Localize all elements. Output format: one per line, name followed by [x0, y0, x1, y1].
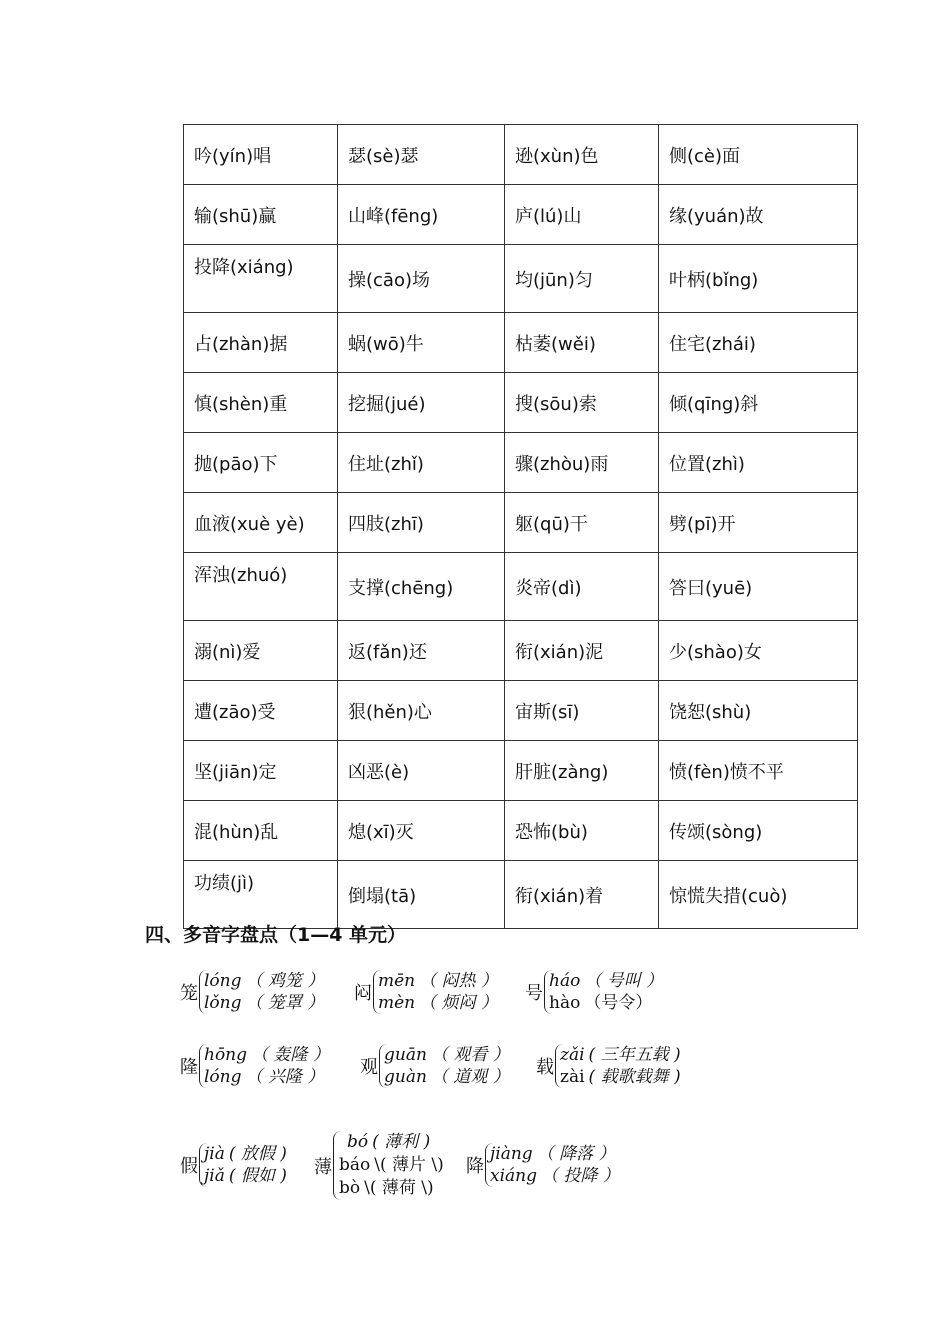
- table-cell: 输(shū)赢: [184, 185, 338, 245]
- table-cell: 返(fǎn)还: [338, 621, 505, 681]
- table-cell: 位置(zhì): [659, 433, 858, 493]
- reading: hōng: [204, 1045, 248, 1065]
- vocabulary-table: [183, 124, 858, 929]
- reading: zài: [560, 1067, 585, 1087]
- reading: mèn: [378, 993, 416, 1013]
- reading: bó: [347, 1132, 369, 1152]
- table-row: [184, 621, 858, 681]
- table-cell: 慎(shèn)重: [184, 373, 338, 433]
- table-cell: 庐(lú)山: [505, 185, 659, 245]
- table-cell: 浑浊(zhuó): [184, 553, 338, 621]
- polyphone-char: 观: [360, 1057, 378, 1078]
- table-cell: 山峰(fēng): [338, 185, 505, 245]
- reading: mēn: [378, 971, 416, 991]
- table-row: [184, 185, 858, 245]
- table-cell: 投降(xiáng): [184, 245, 338, 313]
- polyphone-long: [180, 970, 324, 1014]
- polyphone-hong: [180, 1044, 330, 1088]
- polyphone-jiang: [466, 1143, 620, 1187]
- reading: jià: [204, 1144, 225, 1164]
- table-cell: 躯(qū)干: [505, 493, 659, 553]
- table-cell: 衔(xián)泥: [505, 621, 659, 681]
- reading: lǒng: [204, 993, 242, 1013]
- polyphone-char: 假: [180, 1156, 198, 1177]
- reading: hào: [549, 993, 581, 1013]
- table-cell: 瑟(sè)瑟: [338, 125, 505, 185]
- example-word: （号令）: [584, 993, 653, 1013]
- example-word: （ 闷热 ）: [419, 971, 498, 991]
- polyphone-guan: [360, 1044, 510, 1088]
- table-row: [184, 741, 858, 801]
- table-cell: 倒塌(tā): [338, 861, 505, 929]
- table-cell: 坚(jiān)定: [184, 741, 338, 801]
- table-cell: 叶柄(bǐng): [659, 245, 858, 313]
- table-cell: 混(hùn)乱: [184, 801, 338, 861]
- table-row: [184, 125, 858, 185]
- table-row: [184, 861, 858, 929]
- polyphone-char: 载: [536, 1057, 554, 1078]
- example-word: （ 观看 ）: [430, 1045, 510, 1065]
- table-row: [184, 433, 858, 493]
- reading: jiǎ: [204, 1166, 225, 1186]
- example-word: （ 降落 ）: [536, 1144, 616, 1164]
- example-word: ( 载歌载舞 ): [588, 1067, 681, 1087]
- table-row: [184, 313, 858, 373]
- table-row: [184, 681, 858, 741]
- reading: báo: [339, 1155, 371, 1175]
- table-row: [184, 245, 858, 313]
- polyphone-char: 薄: [314, 1156, 332, 1178]
- reading: bò: [339, 1178, 361, 1198]
- polyphone-bo: [314, 1131, 444, 1200]
- example-word: （ 烦闷 ）: [419, 993, 498, 1013]
- table-cell: 衔(xián)着: [505, 861, 659, 929]
- table-cell: 支撑(chēng): [338, 553, 505, 621]
- polyphone-char: 隆: [180, 1057, 198, 1078]
- table-cell: 搜(sōu)索: [505, 373, 659, 433]
- table-cell: 吟(yín)唱: [184, 125, 338, 185]
- example-word: ( 薄利 ): [372, 1132, 431, 1152]
- table-row: [184, 373, 858, 433]
- table-cell: 恐怖(bù): [505, 801, 659, 861]
- polyphone-hao: [525, 970, 663, 1014]
- table-cell: 答曰(yuē): [659, 553, 858, 621]
- table-cell: 侧(cè)面: [659, 125, 858, 185]
- table-cell: 倾(qīng)斜: [659, 373, 858, 433]
- table-cell: 熄(xī)灭: [338, 801, 505, 861]
- table-cell: 血液(xuè yè): [184, 493, 338, 553]
- example-word: ( 假如 ): [228, 1166, 287, 1186]
- table-cell: 占(zhàn)据: [184, 313, 338, 373]
- example-word: （ 鸡笼 ）: [245, 971, 325, 991]
- table-cell: 操(cāo)场: [338, 245, 505, 313]
- reading: jiàng: [490, 1144, 533, 1164]
- example-word: \( 薄片 \): [374, 1155, 444, 1175]
- example-word: （ 轰隆 ）: [251, 1045, 330, 1065]
- table-cell: 少(shào)女: [659, 621, 858, 681]
- polyphone-char: 号: [525, 983, 543, 1004]
- table-cell: 住址(zhǐ): [338, 433, 505, 493]
- table-cell: 逊(xùn)色: [505, 125, 659, 185]
- table-cell: 骤(zhòu)雨: [505, 433, 659, 493]
- reading: xiáng: [490, 1166, 537, 1186]
- example-word: ( 三年五载 ): [588, 1045, 681, 1065]
- table-cell: 缘(yuán)故: [659, 185, 858, 245]
- table-cell: 愤(fèn)愤不平: [659, 741, 858, 801]
- example-word: （ 投降 ）: [541, 1166, 620, 1186]
- table-cell: 均(jūn)匀: [505, 245, 659, 313]
- table-cell: 炎帝(dì): [505, 553, 659, 621]
- table-cell: 惊慌失措(cuò): [659, 861, 858, 929]
- polyphone-char: 闷: [354, 983, 372, 1004]
- table-cell: 狠(hěn)心: [338, 681, 505, 741]
- example-word: ( 放假 ): [228, 1144, 287, 1164]
- reading: lóng: [204, 1067, 242, 1087]
- table-cell: 遭(zāo)受: [184, 681, 338, 741]
- reading: zǎi: [560, 1045, 585, 1065]
- reading: háo: [549, 971, 581, 991]
- polyphone-men: [354, 970, 498, 1014]
- example-word: （ 号叫 ）: [584, 971, 664, 991]
- example-word: （ 兴隆 ）: [245, 1067, 325, 1087]
- table-row: [184, 801, 858, 861]
- table-cell: 饶恕(shù): [659, 681, 858, 741]
- table-cell: 挖掘(jué): [338, 373, 505, 433]
- polyphone-char: 笼: [180, 983, 198, 1004]
- table-row: [184, 553, 858, 621]
- table-cell: 四肢(zhī): [338, 493, 505, 553]
- polyphone-jia: [180, 1143, 287, 1187]
- table-cell: 劈(pī)开: [659, 493, 858, 553]
- table-cell: 肝脏(zàng): [505, 741, 659, 801]
- polyphone-char: 降: [466, 1156, 484, 1177]
- example-word: （ 笼罩 ）: [245, 993, 325, 1013]
- reading: lóng: [204, 971, 242, 991]
- table-cell: 抛(pāo)下: [184, 433, 338, 493]
- table-row: [184, 493, 858, 553]
- reading: guān: [384, 1045, 427, 1065]
- table-cell: 宙斯(sī): [505, 681, 659, 741]
- table-cell: 溺(nì)爱: [184, 621, 338, 681]
- table-cell: 枯萎(wěi): [505, 313, 659, 373]
- table-cell: 功绩(jì): [184, 861, 338, 929]
- example-word: \( 薄荷 \): [364, 1178, 434, 1198]
- reading: guàn: [384, 1067, 427, 1087]
- section-title: 四、多音字盘点（1—4 单元）: [145, 924, 407, 946]
- example-word: （ 道观 ）: [430, 1067, 510, 1087]
- polyphone-zai: [536, 1044, 681, 1088]
- table-cell: 住宅(zhái): [659, 313, 858, 373]
- table-cell: 蜗(wō)牛: [338, 313, 505, 373]
- table-cell: 传颂(sòng): [659, 801, 858, 861]
- table-cell: 凶恶(è): [338, 741, 505, 801]
